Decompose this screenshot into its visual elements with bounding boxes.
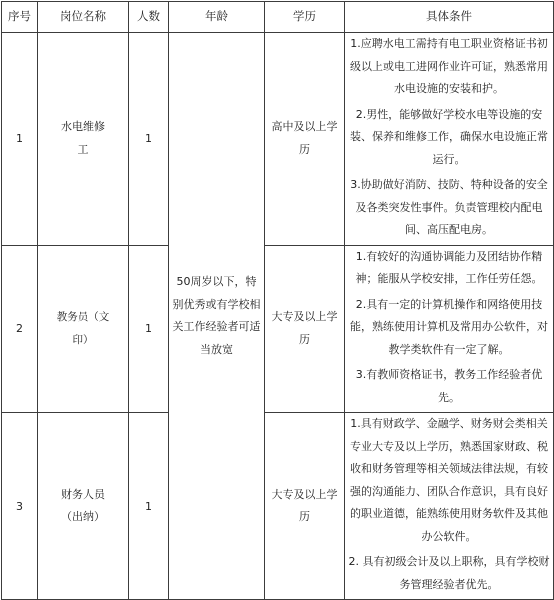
- header-position: 岗位名称: [38, 2, 129, 33]
- condition-item: 2.具有一定的计算机操作和网络使用技能，熟练使用计算机及常用办公软件，对教学类软件有一定了解。: [350, 297, 548, 356]
- education-line: 高中及以上学: [271, 120, 338, 134]
- row-conditions: [345, 33, 554, 246]
- row-conditions: [345, 413, 554, 600]
- position-line: 财务人员: [61, 487, 105, 501]
- position-line: 教务员（文: [56, 311, 110, 324]
- table-row: [2, 33, 554, 246]
- position-line: （出纳）: [61, 510, 105, 523]
- position-line: 印）: [72, 333, 94, 346]
- education-line: 历: [299, 510, 310, 523]
- row-conditions: [345, 245, 554, 413]
- row-no: 3: [2, 413, 38, 600]
- education-line: 大专及以上学: [271, 487, 338, 501]
- condition-item: 3.协助做好消防、技防、特种设备的安全及各类突发性事件。负责管理校内配电间、高压配电房。: [350, 178, 548, 236]
- header-age: 年龄: [169, 2, 265, 33]
- condition-item: 1.应聘水电工需持有电工职业资格证书初级以上或电工进网作业许可证，熟悉常用水电设施的安装和护。: [350, 37, 548, 95]
- age-requirement: 50周岁以下，特别优秀或有学校相关工作经验者可适当放宽: [169, 33, 265, 600]
- recruitment-table: [1, 1, 554, 600]
- row-count: 1: [129, 413, 169, 600]
- header-row: [2, 2, 554, 33]
- condition-item: 1.具有财政学、金融学、财务财会类相关专业大专及以上学历，熟悉国家财政、税收和财务管理等相关领域法律法规，有较强的沟通能力、团队合作意识，具有良好的职业道德，能熟练使用财务软件及其他办公软件。: [350, 417, 548, 543]
- row-position: [38, 245, 129, 413]
- row-count: 1: [129, 33, 169, 246]
- position-line: 水电维修: [61, 120, 105, 134]
- row-no: 2: [2, 245, 38, 413]
- header-conditions: 具体条件: [345, 2, 554, 33]
- row-no: 1: [2, 33, 38, 246]
- row-education: [265, 33, 345, 246]
- header-no: 序号: [2, 2, 38, 33]
- education-line: 历: [299, 332, 310, 346]
- condition-item: 3.有教师资格证书，教务工作经验者优先。: [355, 368, 543, 404]
- position-line: 工: [77, 142, 89, 156]
- row-position: [38, 413, 129, 600]
- condition-item: 2.男性，能够做好学校水电等设施的安装、保养和维修工作，确保水电设施正常运行。: [350, 107, 548, 166]
- row-position: [38, 33, 129, 246]
- table-row: [2, 413, 554, 600]
- education-line: 历: [299, 142, 310, 156]
- condition-item: 2. 具有初级会计及以上职称，具有学校财务管理经验者优先。: [348, 555, 550, 591]
- condition-item: 1.有较好的沟通协调能力及团结协作精神；能服从学校安排，工作任劳任怨。: [355, 249, 543, 285]
- table-row: [2, 245, 554, 413]
- row-education: [265, 245, 345, 413]
- header-count: 人数: [129, 2, 169, 33]
- row-education: [265, 413, 345, 600]
- education-line: 大专及以上学: [271, 310, 338, 324]
- header-education: 学历: [265, 2, 345, 33]
- row-count: 1: [129, 245, 169, 413]
